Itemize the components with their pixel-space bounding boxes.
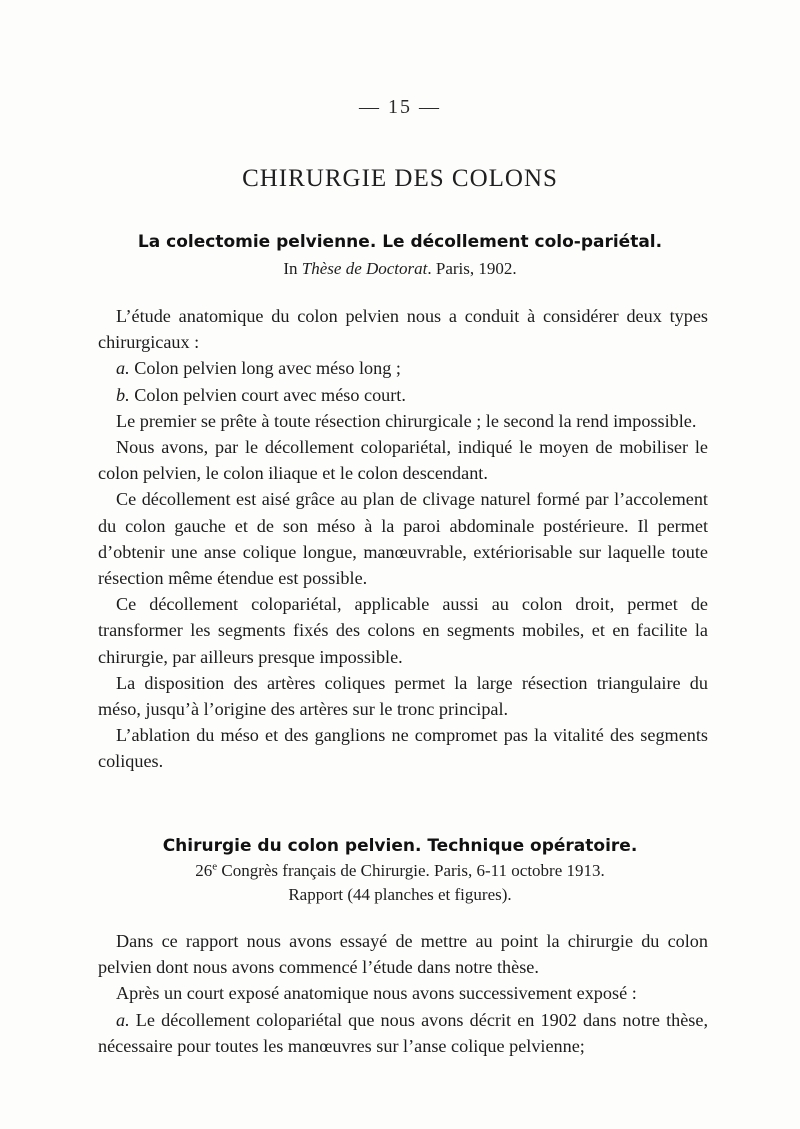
paragraph: Ce décollement colopariétal, applicable aussi au colon droit, permet de transformer les segments fixés des colons en segments mobiles, et en facilite la chirurgie, par ailleurs presque impossible. (98, 594, 708, 667)
paragraph: La disposition des artères coliques permet la large résection triangulaire du méso, jusqu’à l’origine des artères sur le tronc principal. (98, 672, 708, 720)
paragraph: Dans ce rapport nous avons essayé de mettre au point la chirurgie du colon pelvien dont nous avons commencé l’étude dans notre thèse. (98, 931, 708, 978)
item-text: Colon pelvien long avec méso long ; (129, 358, 401, 379)
list-item-b (98, 382, 708, 408)
reference-number: 26 (195, 861, 213, 880)
reference-prefix: In (283, 259, 302, 278)
reference-text: Congrès français de Chirurgie. Paris, 6-11 octobre 1913. (217, 861, 605, 880)
paragraph: Le premier se prête à toute résection chirurgicale ; le second la rend impossible. (116, 410, 697, 431)
item-letter: a. (116, 358, 130, 379)
item-letter: a. (116, 1009, 130, 1030)
item-text: Colon pelvien court avec méso court. (129, 384, 406, 405)
section-reference-these (0, 259, 800, 279)
list-item-a (98, 1007, 708, 1059)
reference-suffix: . Paris, 1902. (427, 259, 517, 278)
paragraph: L’ablation du méso et des ganglions ne compromet pas la vitalité des segments coliques. (98, 725, 708, 772)
item-text: Le décollement colopariétal que nous avons décrit en 1902 dans notre thèse, nécessaire pour toutes les manœuvres sur l’anse colique pelvienne; (98, 1009, 708, 1056)
section-heading-colectomie: La colectomie pelvienne. Le décollement colo-pariétal. (137, 232, 663, 252)
reference-superscript: e (212, 860, 218, 873)
item-letter: b. (116, 384, 130, 405)
section1-body (98, 303, 708, 775)
chapter-title: CHIRURGIE DES COLONS (242, 165, 558, 192)
paragraph: L’étude anatomique du colon pelvien nous a conduit à considérer deux types chirurgicaux : (98, 306, 708, 353)
list-item-a (98, 355, 708, 381)
section2-body (98, 928, 708, 1059)
section-reference-congres (0, 861, 800, 881)
page-number: — 15 — (359, 96, 441, 118)
reference-title: Thèse de Doctorat (301, 259, 428, 278)
section-heading-technique: Chirurgie du colon pelvien. Technique opératoire. (162, 836, 638, 856)
paragraph: Après un court exposé anatomique nous avons successivement exposé : (116, 983, 637, 1004)
paragraph: Nous avons, par le décollement colopariétal, indiqué le moyen de mobiliser le colon pelvien, le colon iliaque et le colon descendant. (98, 437, 708, 484)
section-reference-rapport: Rapport (44 planches et figures). (288, 885, 512, 904)
paragraph: Ce décollement est aisé grâce au plan de clivage naturel formé par l’accolement du colon gauche et de son méso à la paroi abdominale postérieure. Il permet d’obtenir une anse colique longue, manœuvrable, extériorisable sur laquelle toute résection même étendue est possible. (98, 489, 708, 589)
